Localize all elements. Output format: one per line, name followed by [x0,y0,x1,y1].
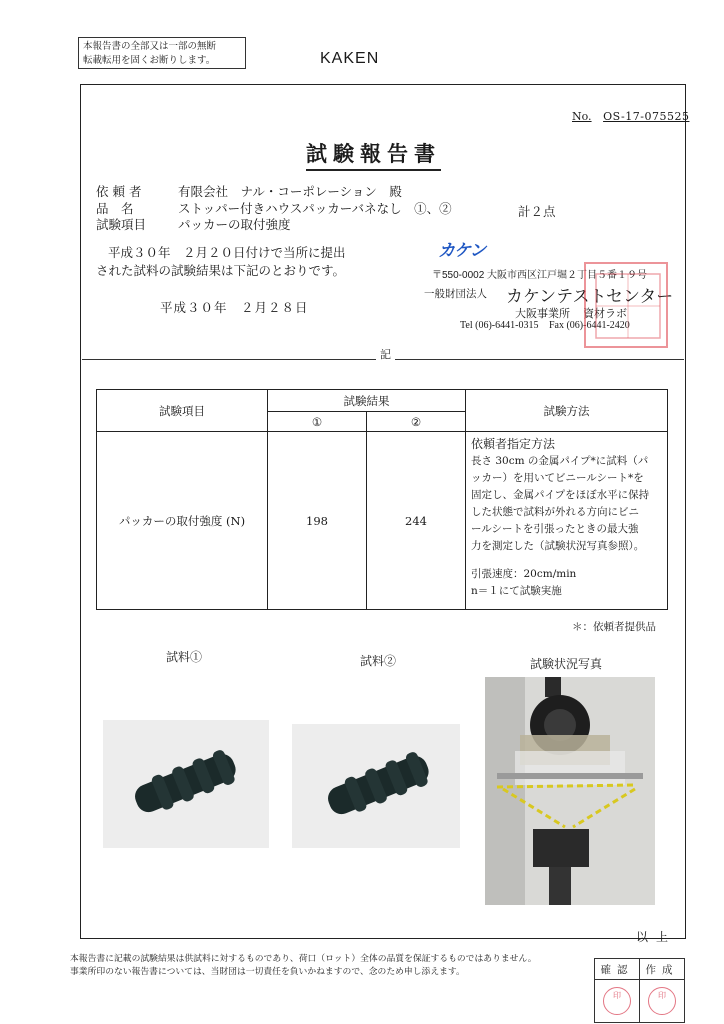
sample-1-photo [103,720,269,848]
header-test-method: 試験方法 [466,390,668,432]
method-sample-count: n＝１にて試験実施 [471,585,562,597]
issuer-address: 〒550-0002 大阪市西区江戸堀２丁目５番１９号 [432,270,648,281]
method-line: 長さ 30cm の金属パイプ*に試料（パ [471,455,649,467]
sample-count: 計２点 [518,204,556,219]
ki-mark: 記 [376,346,395,362]
header-sample-2: ② [367,412,466,432]
disclaimer [70,953,600,979]
seal-pattern [590,268,666,344]
test-item-value: パッカーの取付強度 [177,217,291,232]
client-value: 有限会社 ナル・コーポレーション 殿 [177,184,402,199]
kaken-logo: カケン [438,241,486,260]
create-seal-cell [640,980,685,1023]
header-test-item: 試験項目 [97,390,268,432]
confirm-seal-stamp: 印 [603,987,631,1015]
result-sample-2: 244 [367,432,466,610]
results-table [96,389,668,610]
header-test-result: 試験結果 [268,390,466,412]
result-sample-1: 198 [268,432,367,610]
disclaimer-line-1: 本報告書に記載の試験結果は供試料に対するものであり、荷口（ロット）全体の品質を保証するものではありません。 [70,954,537,964]
test-item-row [96,215,291,233]
client-label: 依 頼 者 [96,184,142,199]
test-setup-image [485,677,655,905]
photo-label-sample-1: 試料① [166,650,203,664]
sample-2-image [292,724,460,848]
end-mark: 以上 [636,930,677,944]
document-title: 試験報告書 [306,138,441,171]
create-seal-stamp: 印 [648,987,676,1015]
method-line: ッカー）を用いてビニールシート*を [471,472,644,484]
issuer-org-name: カケンテストセンター [506,287,674,306]
product-label: 品 名 [96,201,134,216]
method-speed: 引張速度：20cm/min [471,568,577,580]
test-item-label: 試験項目 [96,217,147,232]
approval-confirm-label: 確認 [595,959,640,980]
sample-1-image [103,720,269,848]
photo-label-test-setup: 試験状況写真 [530,657,603,671]
method-description [466,432,668,610]
issuer-office-name: 大阪事業所 [515,308,570,320]
client-row [96,182,402,200]
supplied-by-client-note: ＊：依頼者提供品 [572,621,656,633]
issuer-lab-name: 資材ラボ [583,308,628,320]
official-seal-stamp [584,262,668,348]
report-number [572,110,689,123]
approval-create-label: 作成 [640,959,685,980]
copy-prohibition-notice: 本報告書の全部又は一部の無断 転載転用を固くお断りします。 [78,37,246,69]
report-number-label: No. [572,110,592,123]
brand-header: KAKEN [320,50,380,67]
row-test-item: パッカーの取付強度 (N) [97,432,268,610]
confirm-seal-cell [595,980,640,1023]
issuer-tel: Tel (06)-6441-0315 [460,320,539,331]
intro-line-1: 平成３０年 ２月２０日付けで当所に提出 [108,245,346,260]
header-sample-1: ① [268,412,367,432]
intro-line-2: された試料の試験結果は下記のとおりです。 [96,263,346,278]
method-line: 力を測定した（試験状況写真参照）。 [471,540,645,552]
product-value: ストッパー付きハウスパッカーバネなし ①、② [177,201,452,216]
sample-2-photo [292,724,460,848]
method-heading: 依頼者指定方法 [471,437,556,451]
method-line: 固定し、金属パイプをほぼ水平に保持 [471,489,650,501]
disclaimer-line-2: 事業所印のない報告書については、当財団は一切責任を負いかねますので、念のため申し添えます。 [70,967,465,977]
method-line: した状態で試料が外れる方向にビニ [471,506,639,518]
method-line: ールシートを引張ったときの最大強 [471,523,639,535]
report-number-value: OS-17-075525 [603,110,690,123]
issuer-fax: Fax (06)-6441-2420 [548,320,630,331]
report-date: 平成３０年 ２月２８日 [160,300,309,315]
photo-label-sample-2: 試料② [360,654,397,668]
issuer-org-type: 一般財団法人 [424,288,487,300]
intro-text [96,244,386,280]
test-setup-photo [485,677,655,905]
approval-table [594,958,685,1023]
